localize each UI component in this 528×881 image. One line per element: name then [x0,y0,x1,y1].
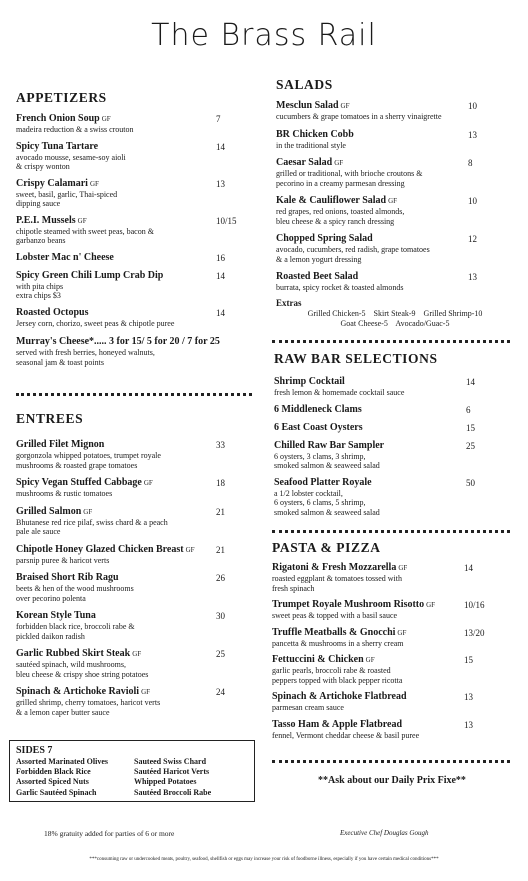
gluten-free-badge: GF [334,159,344,167]
extras-heading: Extras [276,297,302,308]
item-description: 6 oysters, 3 clams, 3 shrimp, [274,451,366,461]
item-price: 18 [216,478,225,488]
item-description: roasted eggplant & tomatoes tossed with [272,574,402,583]
menu-item [16,439,256,470]
entrees-section [16,411,256,717]
side-item: Whipped Potatoes [134,777,197,787]
chef-signature: Executive Chef Douglas Gough [340,829,429,837]
item-description: garbanzo beans [16,236,66,245]
item-price: 13/20 [464,627,485,638]
divider-left-1 [16,393,252,396]
menu-item [272,719,512,741]
item-price: 10 [468,101,477,111]
item-name-text: Grilled Filet Mignon [16,439,105,450]
item-price: 10/16 [464,600,485,610]
cheese-desc-2: seasonal jam & toast points [16,357,104,367]
item-name-text: 6 Middleneck Clams [274,403,362,415]
item-name [274,404,512,416]
gluten-free-badge: GF [83,507,93,516]
item-name-text: Roasted Beet Salad [276,271,359,282]
item-name [276,233,514,245]
item-description: fennel, Vermont cheddar cheese & basil puree [272,730,420,740]
menu-item [16,610,256,641]
menu-item [16,686,256,717]
side-item: Sauteed Swiss Chard [134,757,207,766]
menu-item [274,422,512,434]
item-price: 14 [216,141,225,152]
gluten-free-badge: GF [89,179,99,188]
menu-item [276,233,514,264]
item-name-text: Chipotle Honey Glazed Chicken Breast [16,543,184,555]
item-name [274,422,512,434]
menu-item [16,307,256,329]
item-description: red grapes, red onions, toasted almonds, [276,207,405,216]
item-name [274,376,512,388]
side-item: Forbidden Black Rice [16,767,91,777]
menu-item [272,599,512,621]
item-name-text: Braised Short Rib Ragu [16,572,119,583]
gluten-free-badge: GF [340,102,350,110]
item-name [276,195,514,207]
item-description: gorgonzola whipped potatoes, trumpet royale [16,451,161,460]
item-description: sweet, basil, garlic, Thai-spiced [16,189,118,199]
item-name-text: Spinach & Artichoke Ravioli [16,686,140,697]
cheese-item [16,336,256,367]
item-description: parsnip puree & haricot verts [16,555,110,565]
item-description: chipotle steamed with sweet peas, bacon & [16,226,154,236]
prix-fixe-note: **Ask about our Daily Prix Fixe** [318,775,466,786]
item-description: avocado mousse, sesame-soy aioli [16,152,126,162]
item-description: beets & hen of the wood mushrooms [16,584,134,593]
item-price: 21 [216,544,225,555]
menu-item [16,215,256,246]
item-price: 14 [466,377,475,387]
item-description: dipping sauce [16,199,61,208]
cheese-name: Murray's Cheese*..... 3 for 15/ 5 for 20 / 7 for 25 [16,336,220,347]
gluten-free-badge: GF [143,479,153,487]
item-description: peppers topped with black pepper ricotta [272,675,403,685]
item-name [276,157,514,169]
item-price: 25 [466,440,475,451]
pasta-heading: PASTA & PIZZA [272,540,381,555]
item-description: Bhutanese red rice pilaf, swiss chard & a peach [16,517,168,527]
item-name [272,654,512,666]
side-item: Assorted Marinated Olives [16,757,108,766]
gluten-free-badge: GF [365,656,375,664]
item-description: mushrooms & rustic tomatoes [16,489,113,498]
item-description: pancetta & mushrooms in a sherry cream [272,638,404,648]
item-name-text: Caesar Salad [276,157,333,168]
item-price: 15 [466,422,475,433]
menu-item [16,252,256,264]
item-price: 21 [216,506,225,517]
menu-item [276,157,514,188]
item-name-text: Crispy Calamari [16,177,88,189]
item-name [272,719,512,731]
extras-line-2: Goat Cheese-5 Avocado/Guac-5 [340,318,450,328]
rawbar-heading: RAW BAR SELECTIONS [274,351,438,366]
appetizers-heading: APPETIZERS [16,90,107,105]
menu-item [272,654,512,685]
restaurant-title: The Brass Rail [151,18,377,53]
item-price: 10 [468,196,477,206]
item-price: 30 [216,611,225,621]
side-item: Garlic Sautéed Spinach [16,787,97,797]
menu-item [276,195,514,226]
side-item: Sautéed Haricot Verts [134,767,210,777]
item-price: 15 [464,655,473,665]
item-price: 33 [216,440,225,450]
menu-item [276,100,514,122]
item-description: bleu cheese & crispy shoe string potatoes [16,669,149,679]
gluten-free-badge: GF [101,115,111,123]
item-description: pecorino in a creamy parmesan dressing [276,178,405,188]
gluten-free-badge: GF [185,545,195,554]
item-price: 13 [464,719,473,730]
item-price: 14 [464,563,473,573]
item-price: 16 [216,252,225,263]
item-name-text: Spicy Vegan Stuffed Cabbage [16,477,142,488]
item-description: parmesan cream sauce [272,703,344,712]
item-name-text: Spinach & Artichoke Flatbread [272,691,407,702]
item-description: garlic pearls, broccoli rabe & roasted [272,666,391,675]
gratuity-note: 18% gratuity added for parties of 6 or more [44,829,175,838]
item-price: 12 [468,234,477,244]
item-name-text: Kale & Cauliflower Salad [276,195,387,206]
item-description: sweet peas & topped with a basil sauce [272,611,398,620]
divider-right-2 [272,530,510,533]
item-name [276,271,514,283]
item-price: 14 [216,270,225,281]
appetizers-section [16,90,256,367]
item-description: burrata, spicy rocket & toasted almonds [276,283,404,292]
side-item: Assorted Spiced Nuts [16,777,89,787]
item-name [276,129,514,141]
rawbar-section [274,351,512,517]
item-name-text: Spicy Green Chili Lump Crab Dip [16,269,164,281]
item-description: pale ale sauce [16,527,61,536]
item-price: 24 [216,687,225,697]
item-price: 13 [468,272,477,282]
item-price: 8 [468,158,473,168]
item-price: 14 [216,307,225,318]
item-description: mushrooms & roasted grape tomatoes [16,460,138,470]
item-description: & crispy wonton [16,162,70,171]
gluten-free-badge: GF [426,601,436,609]
salads-heading: SALADS [276,77,333,92]
item-name [276,100,514,112]
menu-item [274,376,512,398]
item-description: pickled daikon radish [16,631,85,641]
item-price: 13 [216,178,225,189]
item-name-text: Tasso Ham & Apple Flatbread [272,718,403,730]
menu-item [274,404,512,416]
item-name-text: Garlic Rubbed Skirt Steak [16,648,131,659]
item-name-text: Grilled Salmon [16,505,82,517]
extras-block [276,298,514,329]
item-description: fresh lemon & homemade cocktail sauce [274,388,405,397]
disclaimer: ***consuming raw or undercooked meats, poultry, seafood, shellfish or eggs may increase your risk of foodborne illness, especially if you have certain medical conditions*** [89,857,439,862]
item-description: avocado, cucumbers, red radish, grape tomatoes [276,245,430,254]
item-name-text: Lobster Mac n' Cheese [16,251,114,263]
item-price: 13 [464,692,473,702]
item-name [272,562,512,574]
menu-item [16,506,256,537]
divider-right-3 [272,760,510,763]
gluten-free-badge: GF [141,688,151,696]
cheese-desc-1: served with fresh berries, honeyed walnuts, [16,348,155,357]
menu-item [16,648,256,679]
item-description: in the traditional style [276,140,346,150]
gluten-free-badge: GF [388,197,398,205]
item-name-text: Spicy Tuna Tartare [16,140,99,152]
menu-item [16,270,256,301]
item-name-text: 6 East Coast Oysters [274,421,363,433]
sides-heading: SIDES 7 [16,745,53,756]
item-description: extra chips $3 [16,291,61,300]
side-item: Sautéed Broccoli Rabe [134,787,212,797]
menu-item [16,544,256,566]
item-description: grilled or traditional, with brioche croutons & [276,169,423,178]
item-name-text: Rigatoni & Fresh Mozzarella [272,562,397,573]
menu-item [274,440,512,471]
item-price: 7 [216,114,221,124]
item-price: 10/15 [216,215,237,226]
item-name [274,440,512,452]
item-description: 6 oysters, 6 clams, 5 shrimp, [274,498,366,507]
pasta-section [272,540,512,740]
salads-section [276,77,514,329]
menu-item [274,477,512,518]
menu-item [276,129,514,151]
item-name-text: Chopped Spring Salad [276,233,373,244]
item-price: 50 [466,477,475,488]
item-description: smoked salmon & seaweed salad [274,507,380,517]
item-name-text: Mesclun Salad [276,100,339,111]
menu-item [16,178,256,209]
item-name-text: Chilled Raw Bar Sampler [274,439,385,451]
item-name-text: Fettuccini & Chicken [272,654,364,665]
item-description: forbidden black rice, broccoli rabe & [16,622,135,631]
item-name-text: Trumpet Royale Mushroom Risotto [272,599,425,610]
item-description: & a lemon yogurt dressing [276,254,362,264]
item-name-text: Truffle Meatballs & Gnocchi [272,626,396,638]
item-name [274,477,512,489]
divider-right-1 [272,340,510,343]
menu-item [16,113,256,135]
item-price: 6 [466,404,471,415]
item-description: fresh spinach [272,583,315,593]
item-description: with pita chips [16,281,64,291]
item-price: 13 [468,129,477,140]
gluten-free-badge: GF [132,650,142,658]
item-name-text: Shrimp Cocktail [274,376,345,387]
menu-item [16,141,256,172]
menu-item [272,627,512,649]
gluten-free-badge: GF [398,564,408,572]
item-description: over pecorino polenta [16,593,86,603]
item-description: bleu cheese & a spicy ranch dressing [276,216,395,226]
entrees-heading: ENTREES [16,411,84,426]
item-name [272,691,512,703]
menu-item [272,562,512,593]
item-description: & a lemon caper butter sauce [16,707,110,717]
item-description: smoked salmon & seaweed salad [274,461,380,470]
item-price: 26 [216,573,225,583]
item-name-text: French Onion Soup [16,113,100,124]
item-name-text: P.E.I. Mussels [16,214,76,226]
item-name-text: Seafood Platter Royale [274,476,372,488]
extras-line-1: Grilled Chicken-5 Skirt Steak-9 Grilled Shrimp-10 [307,308,483,318]
menu-item [276,271,514,293]
item-description: sautéed spinach, wild mushrooms, [16,660,126,669]
item-description: a 1/2 lobster cocktail, [274,488,343,498]
item-name-text: BR Chicken Cobb [276,128,354,140]
menu-item [16,572,256,603]
gluten-free-badge: GF [77,216,87,225]
item-description: madeira reduction & a swiss crouton [16,125,134,134]
item-description: grilled shrimp, cherry tomatoes, haricot verts [16,698,161,707]
gluten-free-badge: GF [397,628,407,637]
item-description: Jersey corn, chorizo, sweet peas & chipotle puree [16,318,175,328]
menu-item [272,691,512,713]
item-price: 25 [216,649,225,659]
item-name-text: Roasted Octopus [16,306,89,318]
sides-box [9,740,255,802]
menu-item [16,477,256,499]
item-description: cucumbers & grape tomatoes in a sherry vinaigrette [276,112,442,121]
item-name-text: Korean Style Tuna [16,610,96,621]
